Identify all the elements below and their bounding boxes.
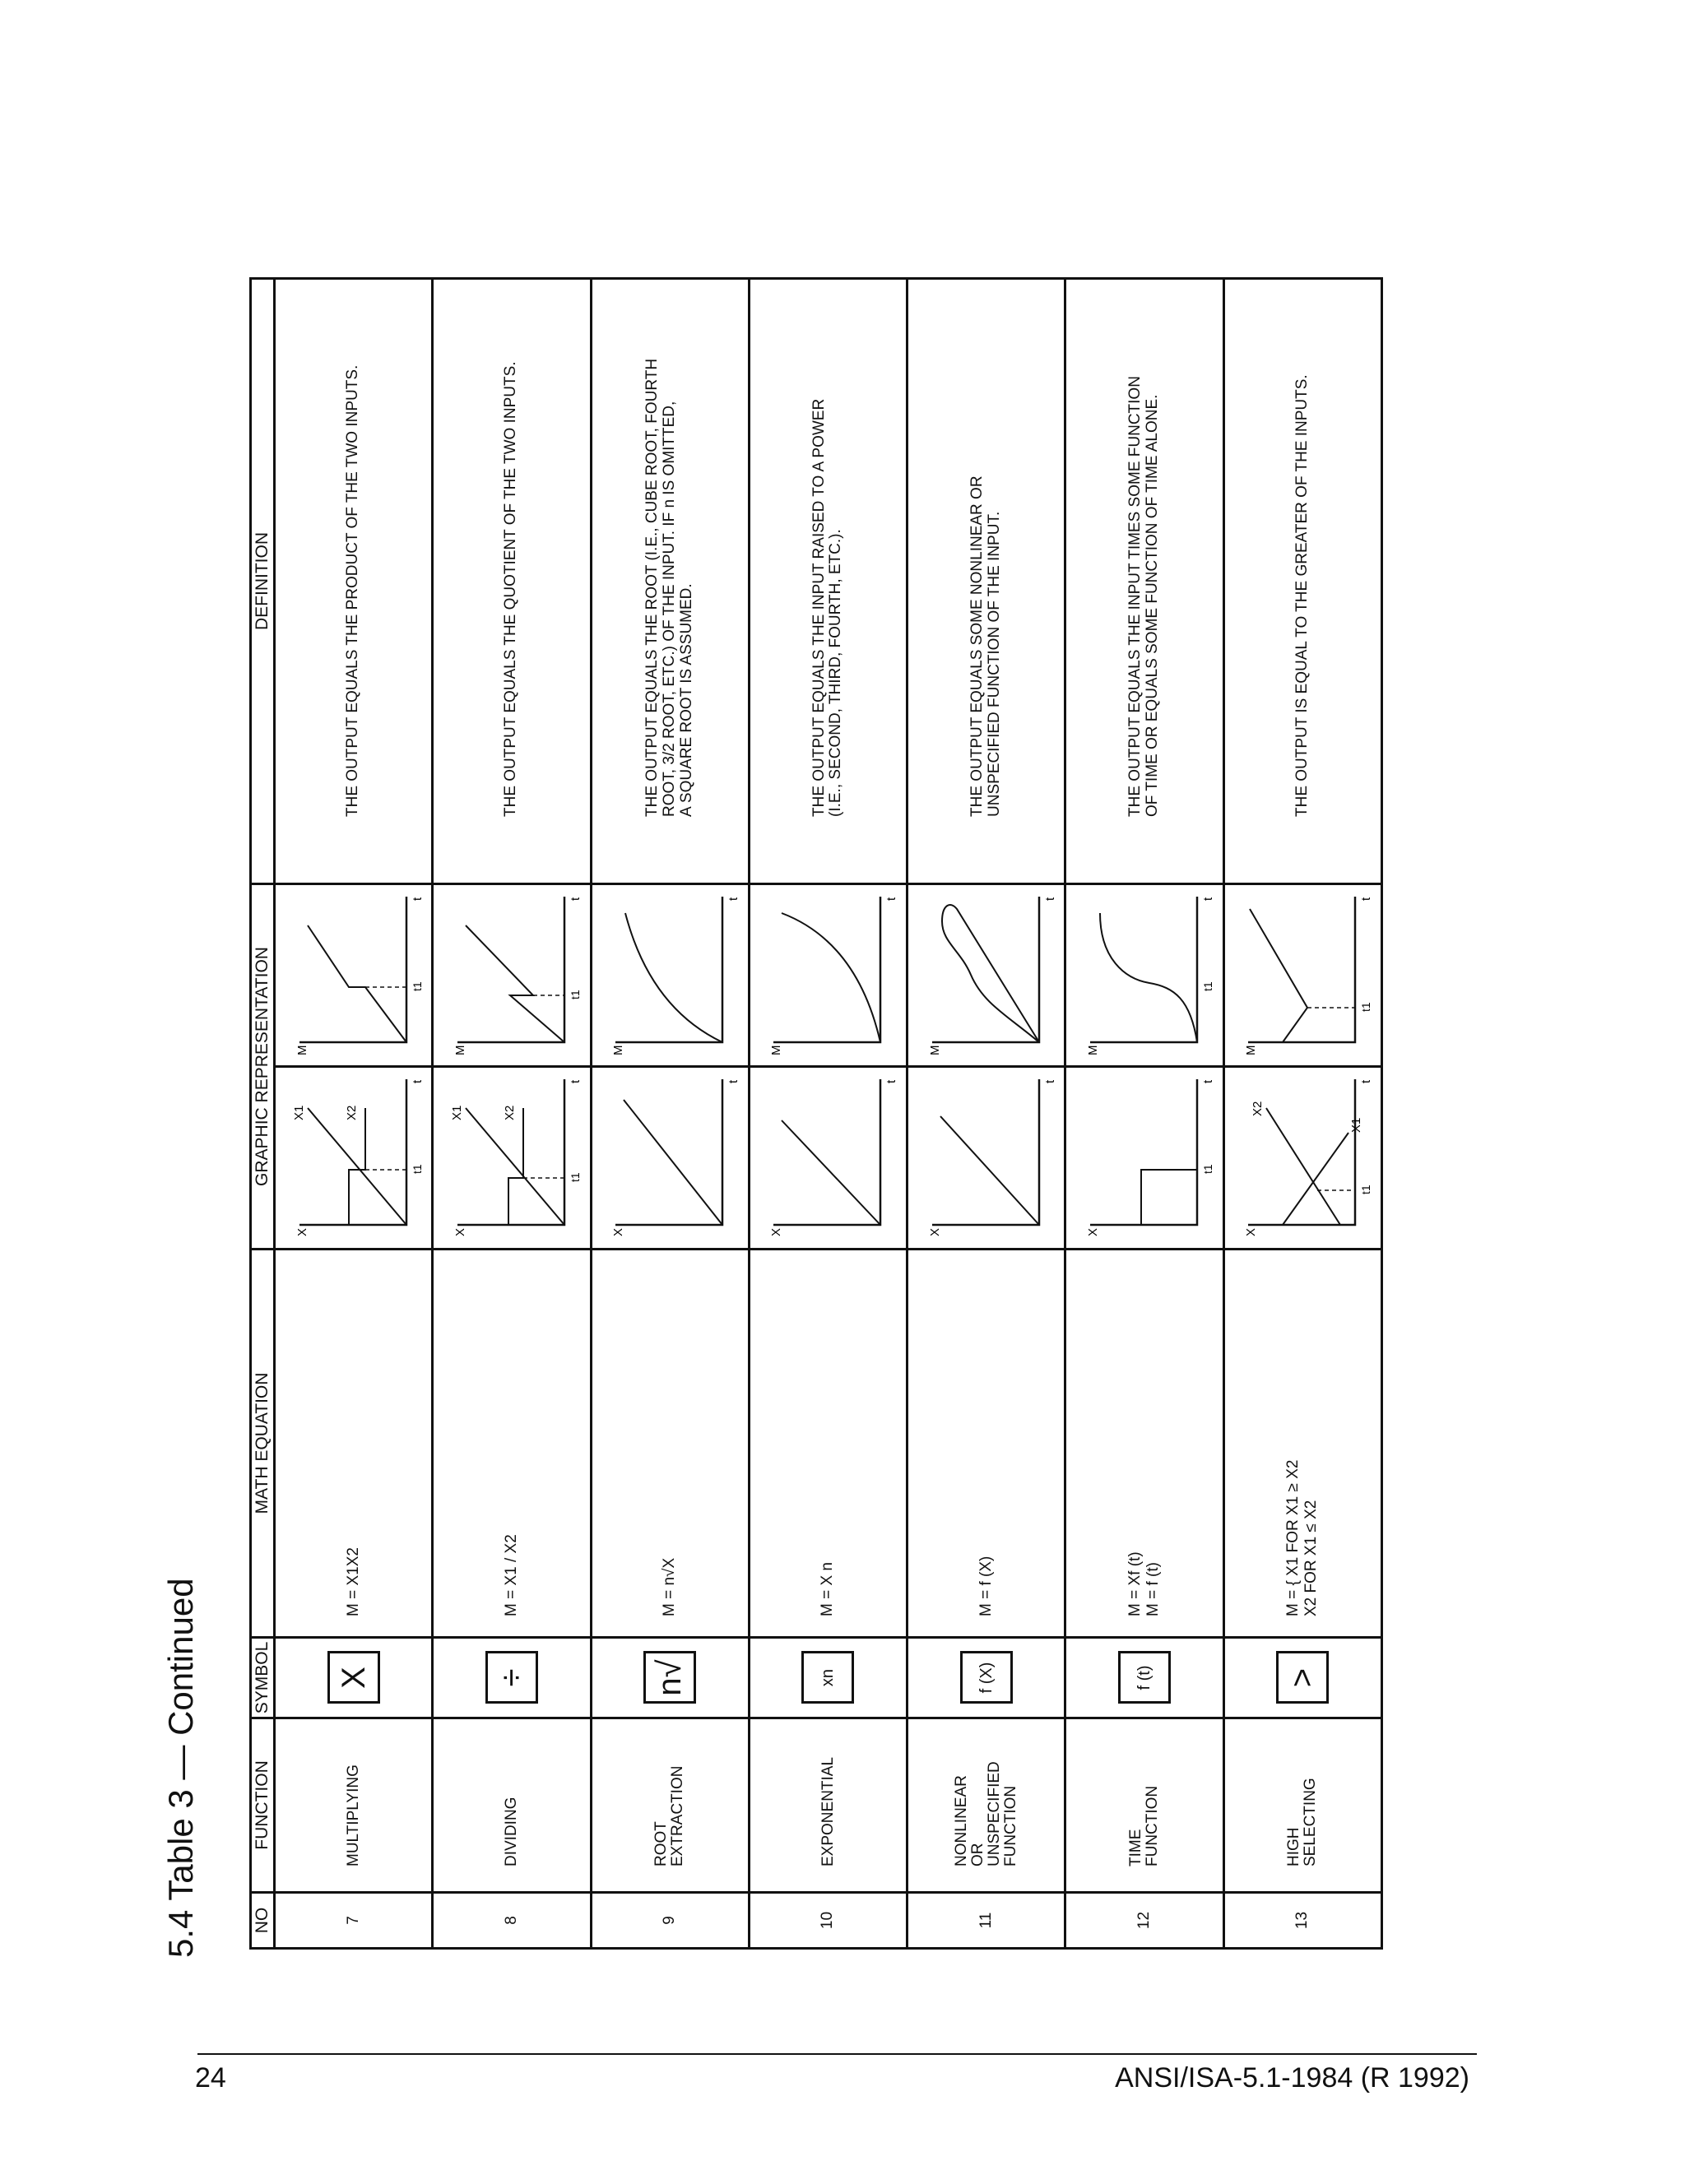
graph-input-svg: [750, 1065, 905, 1248]
equation-line: M = X n: [819, 1562, 837, 1616]
function-t-symbol: f (t): [1118, 1652, 1171, 1704]
equation-line: M = f (t): [1144, 1562, 1163, 1616]
function-line: OR: [968, 1843, 986, 1866]
header-row: [251, 279, 275, 1949]
row-number: 10: [749, 1893, 907, 1949]
row-number: 13: [1223, 1893, 1381, 1949]
rotated-table-container: [249, 280, 1383, 1950]
x2-label: X2: [344, 1105, 359, 1120]
t1-label: t1: [568, 990, 582, 999]
graph-input: [433, 1067, 591, 1250]
t1-label: t1: [1359, 1002, 1373, 1012]
t1-label: t1: [410, 1164, 424, 1174]
x2-label: X2: [502, 1105, 517, 1120]
axis-label-m: M: [1086, 1045, 1101, 1055]
graph-input: [749, 1067, 907, 1250]
function-name: [1065, 1718, 1223, 1893]
header-math-equation: MATH EQUATION: [251, 1250, 275, 1638]
t1-label: t1: [1201, 1164, 1215, 1174]
axis-label-x: X: [927, 1227, 942, 1236]
axis-label-t: t: [1359, 1079, 1374, 1083]
function-line: ROOT: [652, 1821, 671, 1866]
equation-cell: [749, 1250, 907, 1638]
axis-label-x: X: [453, 1227, 467, 1236]
function-name: [433, 1718, 591, 1893]
definition-cell: [591, 279, 749, 884]
equation-line: M = X1X2: [344, 1547, 362, 1616]
equation-line: M = X1 / X2: [502, 1534, 520, 1616]
equation-line: M = { X1 FOR X1 ≥ X2: [1284, 1459, 1302, 1616]
axis-label-m: M: [295, 1045, 309, 1055]
exponent-symbol: xn: [801, 1652, 854, 1704]
standard-designation: ANSI/ISA-5.1-1984 (R 1992): [1115, 2062, 1469, 2094]
axis-label-t: t: [726, 1079, 741, 1083]
definition-line: A SQUARE ROOT IS ASSUMED.: [677, 583, 695, 817]
graph-input-svg: [1225, 1065, 1380, 1248]
equation-line: M = Xf (t): [1126, 1551, 1144, 1616]
graph-input-svg: [1067, 1065, 1222, 1248]
equation-cell: [907, 1250, 1065, 1638]
axis-label-t: t: [1201, 897, 1216, 901]
function-name: [907, 1718, 1065, 1893]
graph-input-svg: [434, 1065, 589, 1248]
function-line: EXTRACTION: [669, 1765, 687, 1866]
symbol-cell: [1223, 1638, 1381, 1718]
x2-label: X2: [1251, 1101, 1265, 1116]
header-function: FUNCTION: [251, 1718, 275, 1893]
table-row: [433, 279, 591, 1949]
row-number: 9: [591, 1893, 749, 1949]
page-number: 24: [195, 2062, 226, 2094]
equation-cell: [275, 1250, 433, 1638]
row-number: 7: [275, 1893, 433, 1949]
graph-output-svg: [1067, 883, 1222, 1065]
table-row: [275, 279, 433, 1949]
divide-symbol: ÷: [485, 1652, 538, 1704]
table-row: [591, 279, 749, 1949]
graph-output: [1065, 884, 1223, 1067]
table-row: [1065, 279, 1223, 1949]
footer-divider: [197, 2053, 1477, 2055]
symbol-cell: [591, 1638, 749, 1718]
symbol-cell: [1065, 1638, 1223, 1718]
axis-label-t: t: [1042, 897, 1057, 901]
definition-line: THE OUTPUT EQUALS THE INPUT RAISED TO A POWER: [810, 398, 828, 817]
axis-label-x: X: [295, 1227, 309, 1236]
graph-input-svg: [276, 1065, 431, 1248]
symbol-cell: [907, 1638, 1065, 1718]
header-graphic-representation: GRAPHIC REPRESENTATION: [251, 884, 275, 1250]
table-caption: 5.4 Table 3 — Continued: [161, 1578, 200, 1958]
axis-label-m: M: [611, 1045, 626, 1055]
axis-label-x: X: [769, 1227, 784, 1236]
axis-label-x: X: [611, 1227, 626, 1236]
t1-label: t1: [410, 981, 424, 991]
definition-line: ROOT, 3/2 ROOT, ETC.) OF THE INPUT. IF n IS OMITTED,: [660, 401, 678, 817]
definition-cell: [433, 279, 591, 884]
row-number: 8: [433, 1893, 591, 1949]
table-row: [1223, 279, 1381, 1949]
header-no: NO: [251, 1893, 275, 1949]
axis-label-t: t: [1359, 897, 1374, 901]
symbol-cell: [749, 1638, 907, 1718]
definition-line: THE OUTPUT IS EQUAL TO THE GREATER OF THE INPUTS.: [1293, 374, 1311, 817]
graph-input-svg: [592, 1065, 747, 1248]
table-row: [749, 279, 907, 1949]
graph-input: [1065, 1067, 1223, 1250]
graph-output-svg: [909, 883, 1064, 1065]
axis-label-t: t: [884, 1079, 899, 1083]
definition-line: THE OUTPUT EQUALS THE ROOT (I.E., CUBE ROOT, FOURTH: [643, 358, 661, 817]
definition-line: UNSPECIFIED FUNCTION OF THE INPUT.: [985, 511, 1003, 817]
definition-cell: [749, 279, 907, 884]
equation-cell: [591, 1250, 749, 1638]
axis-label-x: X: [1244, 1227, 1259, 1236]
function-name: [749, 1718, 907, 1893]
t1-label: t1: [1359, 1185, 1373, 1194]
function-name: [275, 1718, 433, 1893]
equation-cell: [433, 1250, 591, 1638]
function-name: [591, 1718, 749, 1893]
t1-label: t1: [1201, 981, 1215, 991]
function-table: [249, 277, 1383, 1950]
axis-label-m: M: [1244, 1045, 1259, 1055]
equation-line: M = f (X): [977, 1556, 995, 1616]
axis-label-t: t: [568, 1079, 583, 1083]
row-number: 11: [907, 1893, 1065, 1949]
header-definition: DEFINITION: [251, 279, 275, 884]
function-line: DIVIDING: [502, 1797, 520, 1866]
axis-label-t: t: [568, 897, 583, 901]
graph-output-svg: [434, 883, 589, 1065]
graph-output-svg: [1225, 883, 1380, 1065]
axis-label-x: X: [1086, 1227, 1101, 1236]
x1-label: X1: [291, 1105, 306, 1120]
function-line: UNSPECIFIED: [985, 1761, 1003, 1866]
axis-label-t: t: [410, 897, 425, 901]
definition-line: THE OUTPUT EQUALS THE PRODUCT OF THE TWO INPUTS.: [344, 364, 362, 817]
row-number: 12: [1065, 1893, 1223, 1949]
graph-output: [591, 884, 749, 1067]
definition-cell: [275, 279, 433, 884]
function-name: [1223, 1718, 1381, 1893]
graph-output-svg: [750, 883, 905, 1065]
axis-label-t: t: [1042, 1079, 1057, 1083]
table-row: [907, 279, 1065, 1949]
axis-label-t: t: [1201, 1079, 1216, 1083]
axis-label-t: t: [726, 897, 741, 901]
symbol-cell: [275, 1638, 433, 1718]
function-line: HIGH: [1285, 1827, 1303, 1866]
graph-output: [1223, 884, 1381, 1067]
graph-input: [1223, 1067, 1381, 1250]
function-line: NONLINEAR: [952, 1775, 970, 1866]
function-line: SELECTING: [1302, 1778, 1320, 1866]
root-symbol: n√: [643, 1652, 696, 1704]
equation-cell: [1223, 1250, 1381, 1638]
t1-label: t1: [568, 1172, 582, 1182]
graph-output: [433, 884, 591, 1067]
equation-cell: [1065, 1250, 1223, 1638]
axis-label-t: t: [410, 1079, 425, 1083]
definition-cell: [1065, 279, 1223, 884]
definition-line: THE OUTPUT EQUALS THE INPUT TIMES SOME FUNCTION: [1126, 376, 1144, 817]
graph-output-svg: [592, 883, 747, 1065]
graph-input-svg: [909, 1065, 1064, 1248]
function-x-symbol: f (X): [960, 1652, 1013, 1704]
function-line: FUNCTION: [1001, 1785, 1019, 1866]
x1-label: X1: [1349, 1117, 1364, 1133]
definition-line: OF TIME OR EQUALS SOME FUNCTION OF TIME ALONE.: [1144, 394, 1162, 817]
definition-line: THE OUTPUT EQUALS SOME NONLINEAR OR: [968, 475, 986, 817]
header-symbol: SYMBOL: [251, 1638, 275, 1718]
definition-line: THE OUTPUT EQUALS THE QUOTIENT OF THE TWO INPUTS.: [502, 361, 520, 817]
definition-cell: [1223, 279, 1381, 884]
function-line: TIME: [1127, 1829, 1145, 1866]
function-line: EXPONENTIAL: [819, 1756, 837, 1866]
graph-input: [275, 1067, 433, 1250]
graph-input: [907, 1067, 1065, 1250]
definition-line: (I.E., SECOND, THIRD, FOURTH, ETC.).: [827, 529, 845, 817]
graph-input: [591, 1067, 749, 1250]
x1-label: X1: [449, 1105, 464, 1120]
graph-output-svg: [276, 883, 431, 1065]
definition-cell: [907, 279, 1065, 884]
axis-label-t: t: [884, 897, 899, 901]
graph-output: [749, 884, 907, 1067]
equation-line: M = n√X: [661, 1557, 679, 1616]
graph-output: [907, 884, 1065, 1067]
equation-line: X2 FOR X1 ≤ X2: [1302, 1500, 1321, 1616]
graph-output: [275, 884, 433, 1067]
axis-label-m: M: [927, 1045, 942, 1055]
multiply-symbol: X: [327, 1652, 380, 1704]
function-line: FUNCTION: [1144, 1785, 1162, 1866]
high-select-symbol: >: [1276, 1652, 1329, 1704]
function-line: MULTIPLYING: [344, 1764, 362, 1866]
symbol-cell: [433, 1638, 591, 1718]
axis-label-m: M: [769, 1045, 784, 1055]
axis-label-m: M: [453, 1045, 467, 1055]
